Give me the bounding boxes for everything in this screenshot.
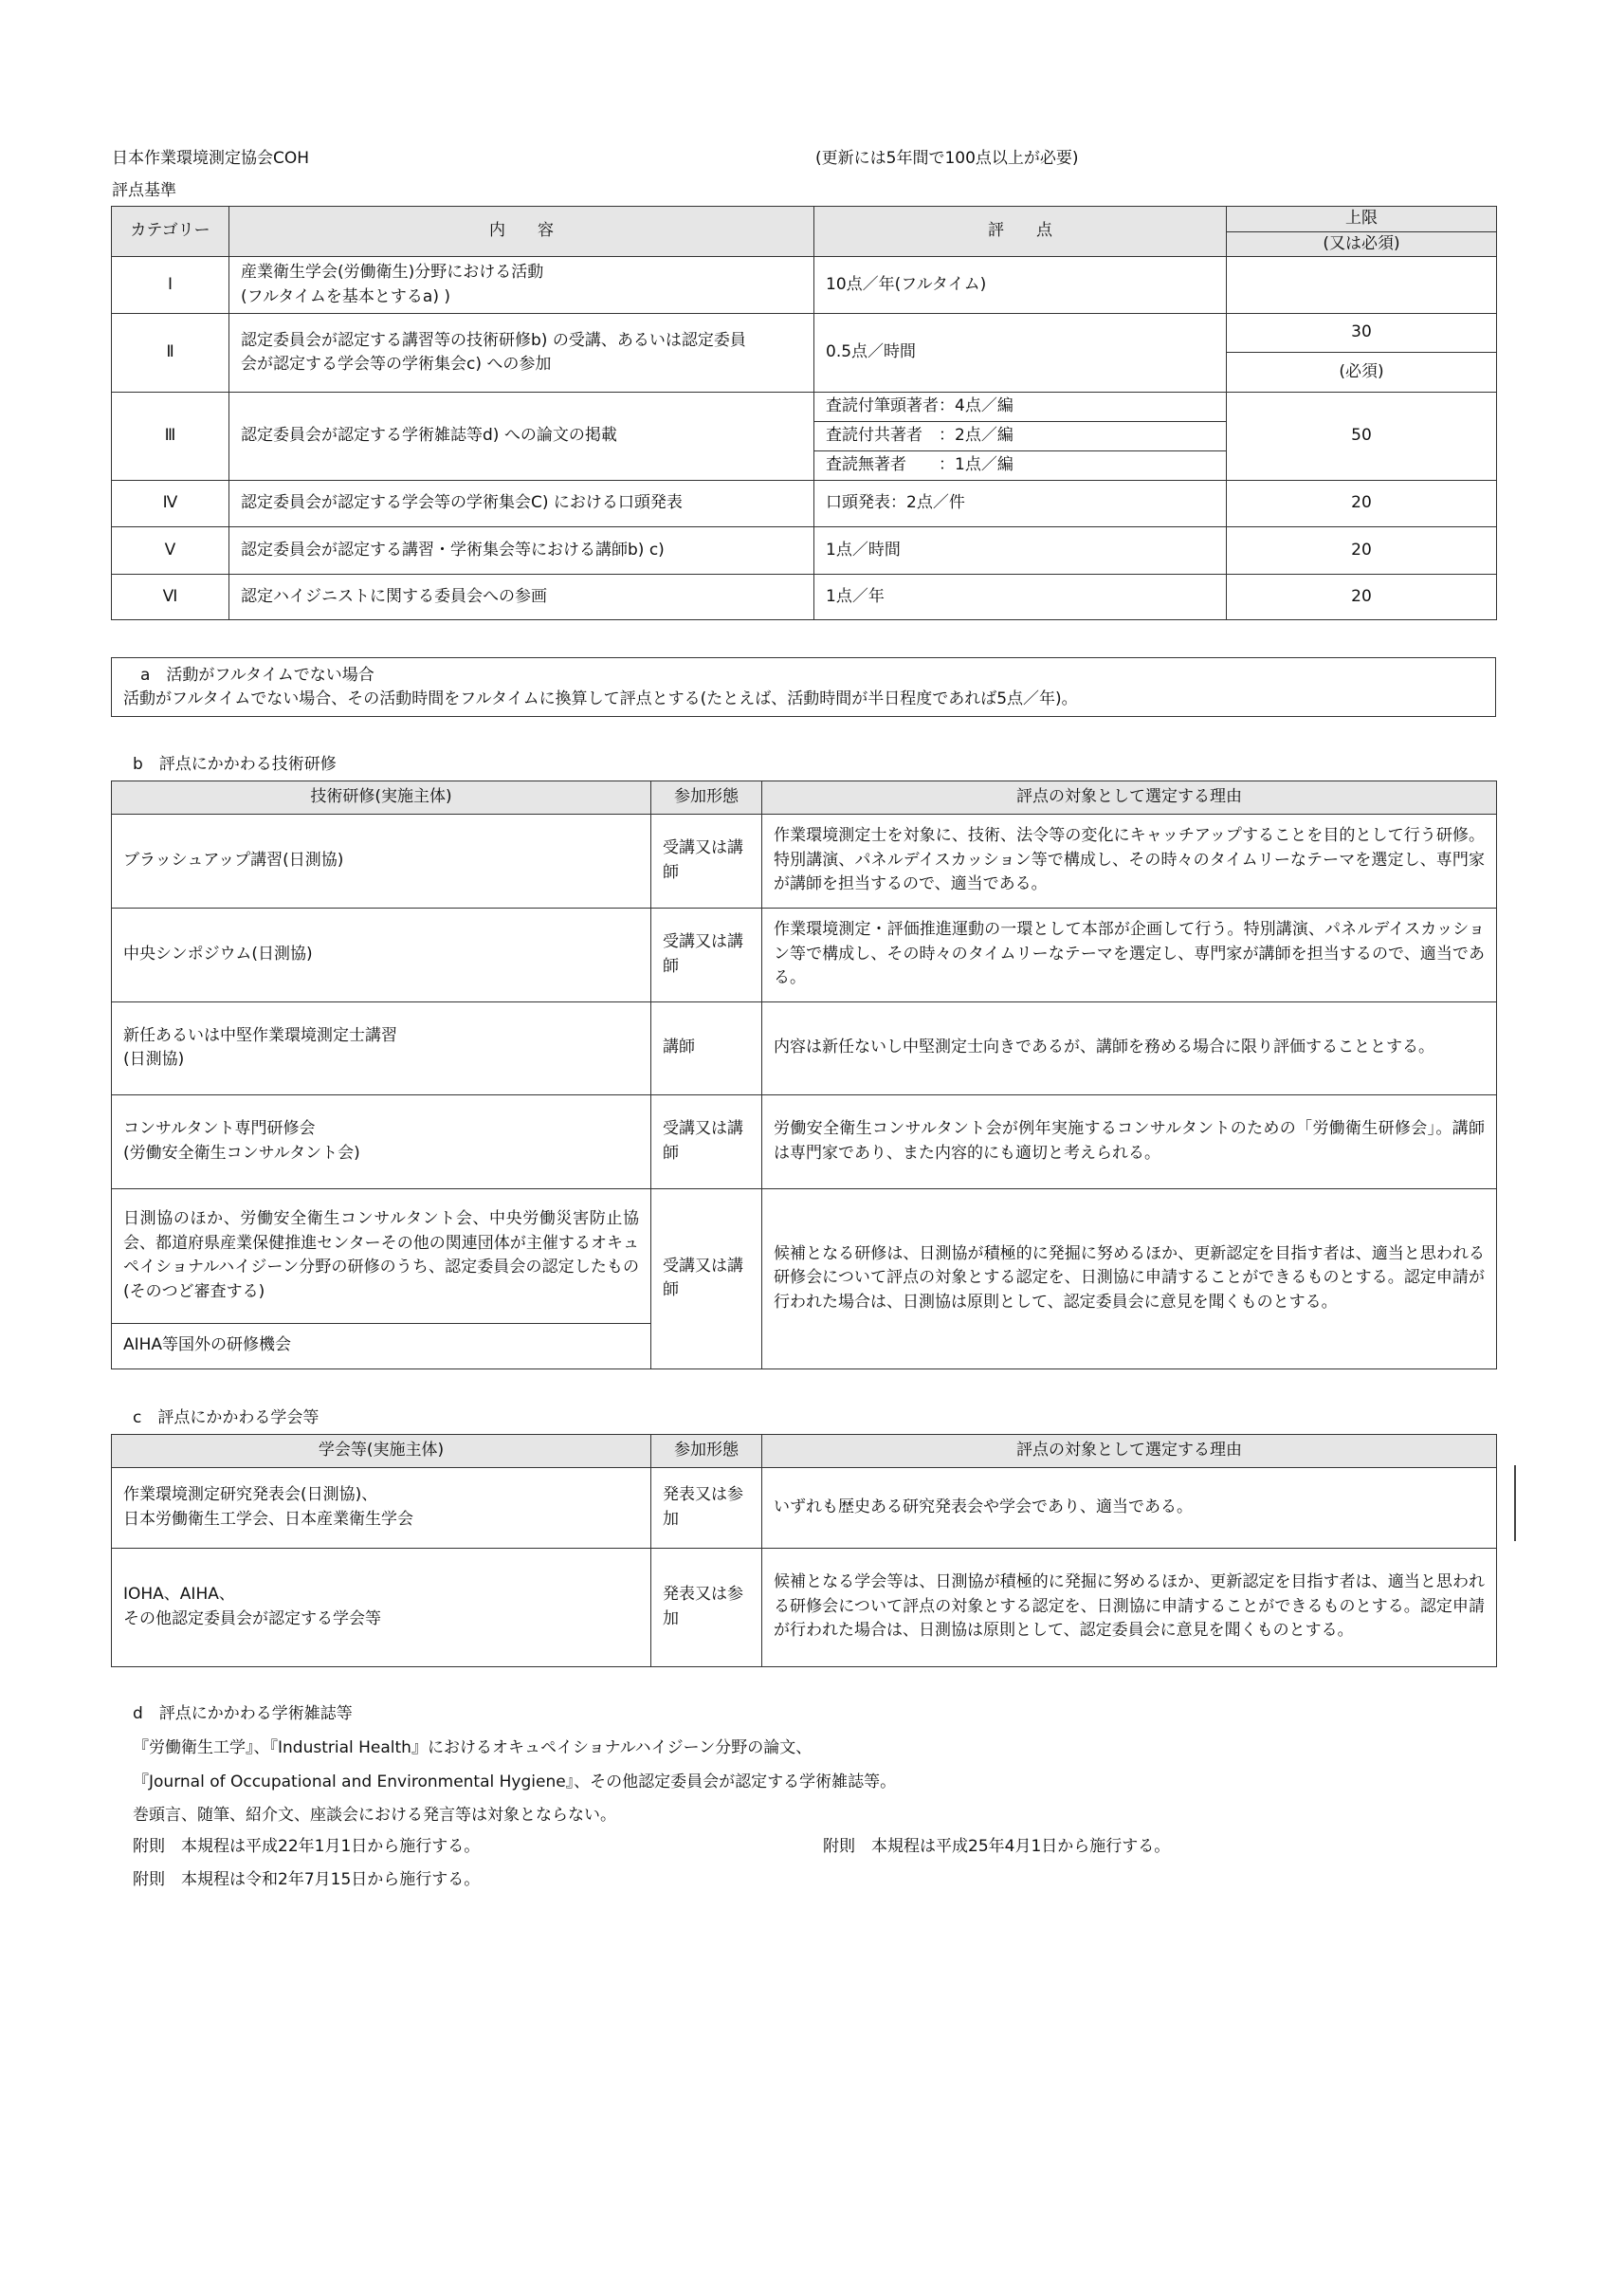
section-b-title: b 評点にかかわる技術研修: [133, 755, 337, 774]
criteria-row-5: [112, 527, 1497, 575]
limit-cell: [1227, 257, 1497, 314]
content-cell: 認定ハイジニストに関する委員会への参画: [229, 575, 814, 620]
training-reason: 労働安全衛生コンサルタント会が例年実施するコンサルタントのための「労働衛生研修会」。講師は専門家であり、また内容的にも適切と考えられる。: [762, 1094, 1497, 1188]
category-cell: Ⅱ: [112, 314, 229, 393]
society-reason-header: 評点の対象として選定する理由: [762, 1435, 1497, 1468]
society-table: [111, 1434, 1497, 1667]
limit-subheader: (又は必須): [1227, 231, 1497, 257]
section-d-title: d 評点にかかわる学術雑誌等: [133, 1704, 353, 1723]
category-header: カテゴリー: [112, 207, 229, 257]
limit-cell: 20: [1227, 575, 1497, 620]
training-row: [112, 908, 1497, 1001]
limit-header: 上限: [1227, 207, 1497, 232]
score-header: 評 点: [814, 207, 1227, 257]
limit-cell: 20: [1227, 481, 1497, 527]
training-row: [112, 1188, 1497, 1323]
content-cell: [229, 314, 814, 393]
limit-cell: 30: [1227, 314, 1497, 353]
training-name: 中央シンポジウム(日測協): [112, 908, 651, 1001]
score-cell: 口頭発表：2点／件: [814, 481, 1227, 527]
score-cell: 0.5点／時間: [814, 314, 1227, 393]
content-line: (フルタイムを基本とするa) ): [241, 286, 451, 306]
revision-bar: [1514, 1465, 1516, 1541]
section-d-line: 『労働衛生工学』、『Industrial Health』におけるオキュペイショナルハイジーン分野の論文、: [133, 1738, 813, 1757]
content-cell: 認定委員会が認定する講習・学術集会等における講師b) c): [229, 527, 814, 575]
society-row: [112, 1548, 1497, 1666]
score-cell: 査読付筆頭著者：4点／編: [814, 393, 1227, 422]
organization-name: 日本作業環境測定協会COH: [112, 149, 310, 168]
training-name: ブラッシュアップ講習(日測協): [112, 814, 651, 908]
society-header-row: [112, 1435, 1497, 1468]
content-line: 認定委員会が認定する講習等の技術研修b) の受講、あるいは認定委員: [241, 330, 746, 350]
training-reason: 内容は新任ないし中堅測定士向きであるが、講師を務める場合に限り評価することとする。: [762, 1001, 1497, 1094]
society-form-header: 参加形態: [651, 1435, 762, 1468]
society-form: 発表又は参加: [651, 1467, 762, 1548]
criteria-row-6: [112, 575, 1497, 620]
society-reason: いずれも歴史ある研究発表会や学会であり、適当である。: [762, 1467, 1497, 1548]
criteria-table: [111, 206, 1497, 620]
criteria-header-row: [112, 207, 1497, 232]
score-cell: 10点／年(フルタイム): [814, 257, 1227, 314]
society-name-line: IOHA、AIHA、: [123, 1585, 235, 1604]
score-cell: 査読付共著者 ：2点／編: [814, 422, 1227, 451]
criteria-row-3: [112, 393, 1497, 422]
training-name-line: 新任あるいは中堅作業環境測定士講習: [123, 1025, 397, 1045]
society-name: [112, 1548, 651, 1666]
training-name: [112, 1094, 651, 1188]
training-reason: 作業環境測定・評価推進運動の一環として本部が企画して行う。特別講演、パネルデイスカッション等で構成し、その時々のタイムリーなテーマを選定し、専門家が講師を担当するので、適当である。: [762, 908, 1497, 1001]
society-name: [112, 1467, 651, 1548]
training-name-line: コンサルタント専門研修会: [123, 1119, 316, 1138]
training-form: 講師: [651, 1001, 762, 1094]
renewal-note: (更新には5年間で100点以上が必要): [815, 149, 1079, 168]
training-row: [112, 1094, 1497, 1188]
score-cell: 1点／年: [814, 575, 1227, 620]
training-reason: 候補となる研修は、日測協が積極的に発掘に努めるほか、更新認定を目指す者は、適当と思われる研修会について評点の対象とする認定を、日測協に申請することができるものとする。認定申請が行われた場合は、日測協は原則として、認定委員会に意見を聞くものとする。: [762, 1188, 1497, 1368]
training-form-header: 参加形態: [651, 781, 762, 815]
content-cell: [229, 257, 814, 314]
content-line: 産業衛生学会(労働衛生)分野における活動: [241, 263, 544, 282]
note-a-box: [111, 657, 1496, 717]
training-form: 受講又は講師: [651, 814, 762, 908]
training-table: [111, 781, 1497, 1369]
criteria-row-2: [112, 314, 1497, 353]
society-name-line: その他認定委員会が認定する学会等: [123, 1608, 381, 1628]
training-form: 受講又は講師: [651, 1188, 762, 1368]
training-reason: 作業環境測定士を対象に、技術、法令等の変化にキャッチアップすることを目的として行う研修。特別講演、パネルデイスカッション等で構成し、その時々のタイムリーなテーマを選定し、専門家が講師を担当するので、適当である。: [762, 814, 1497, 908]
category-cell: Ⅵ: [112, 575, 229, 620]
society-name-header: 学会等(実施主体): [112, 1435, 651, 1468]
section-d-line: 巻頭言、随筆、紹介文、座談会における発言等は対象とならない。: [133, 1806, 616, 1825]
training-name-extra: AIHA等国外の研修機会: [112, 1323, 651, 1368]
score-cell: 1点／時間: [814, 527, 1227, 575]
section-d-line: 『Journal of Occupational and Environmental Hygiene』、その他認定委員会が認定する学術雑誌等。: [133, 1773, 897, 1791]
content-header: 内 容: [229, 207, 814, 257]
category-cell: Ⅰ: [112, 257, 229, 314]
content-cell: 認定委員会が認定する学会等の学術集会C) における口頭発表: [229, 481, 814, 527]
criteria-row-1: [112, 257, 1497, 314]
training-reason-header: 評点の対象として選定する理由: [762, 781, 1497, 815]
training-name-line: (労働安全衛生コンサルタント会): [123, 1143, 360, 1163]
society-reason: 候補となる学会等は、日測協が積極的に発掘に努めるほか、更新認定を目指す者は、適当と思われる研修会について評点の対象とする認定を、日測協に申請することができるものとする。認定申請が行われた場合は、日測協は原則として、認定委員会に意見を聞くものとする。: [762, 1548, 1497, 1666]
content-line: 会が認定する学会等の学術集会c) への参加: [241, 355, 552, 374]
note-a-body: 活動がフルタイムでない場合、その活動時間をフルタイムに換算して評点とする(たとえば、活動時間が半日程度であれば5点／年)。: [123, 689, 1078, 708]
limit-required-cell: (必須): [1227, 353, 1497, 393]
training-header-row: [112, 781, 1497, 815]
training-name: 日測協のほか、労働安全衛生コンサルタント会、中央労働災害防止協会、都道府県産業保健推進センターその他の関連団体が主催するオキュペイショナルハイジーン分野の研修のうち、認定委員会の認定したもの(そのつど審査する): [112, 1188, 651, 1323]
supplementary-provision: 附則 本規程は平成22年1月1日から施行する。: [133, 1837, 481, 1856]
training-name-line: (日測協): [123, 1050, 185, 1069]
training-row: [112, 1001, 1497, 1094]
society-name-line: 作業環境測定研究発表会(日測協)、: [123, 1485, 378, 1504]
training-form: 受講又は講師: [651, 908, 762, 1001]
criteria-row-4: [112, 481, 1497, 527]
supplementary-provision: 附則 本規程は平成25年4月1日から施行する。: [823, 1837, 1171, 1856]
society-row: [112, 1467, 1497, 1548]
category-cell: Ⅲ: [112, 393, 229, 481]
criteria-label: 評点基準: [112, 181, 176, 200]
category-cell: Ⅳ: [112, 481, 229, 527]
note-a-title: a 活動がフルタイムでない場合: [140, 666, 374, 685]
society-name-line: 日本労働衛生工学会、日本産業衛生学会: [123, 1509, 413, 1529]
limit-cell: 20: [1227, 527, 1497, 575]
training-row: [112, 814, 1497, 908]
training-name-header: 技術研修(実施主体): [112, 781, 651, 815]
training-form: 受講又は講師: [651, 1094, 762, 1188]
limit-cell: 50: [1227, 393, 1497, 481]
training-name: [112, 1001, 651, 1094]
society-form: 発表又は参加: [651, 1548, 762, 1666]
category-cell: Ⅴ: [112, 527, 229, 575]
supplementary-provision: 附則 本規程は令和2年7月15日から施行する。: [133, 1870, 481, 1889]
content-cell: 認定委員会が認定する学術雑誌等d) への論文の掲載: [229, 393, 814, 481]
section-c-title: c 評点にかかわる学会等: [133, 1408, 320, 1427]
score-cell: 査読無著者 ：1点／編: [814, 451, 1227, 481]
